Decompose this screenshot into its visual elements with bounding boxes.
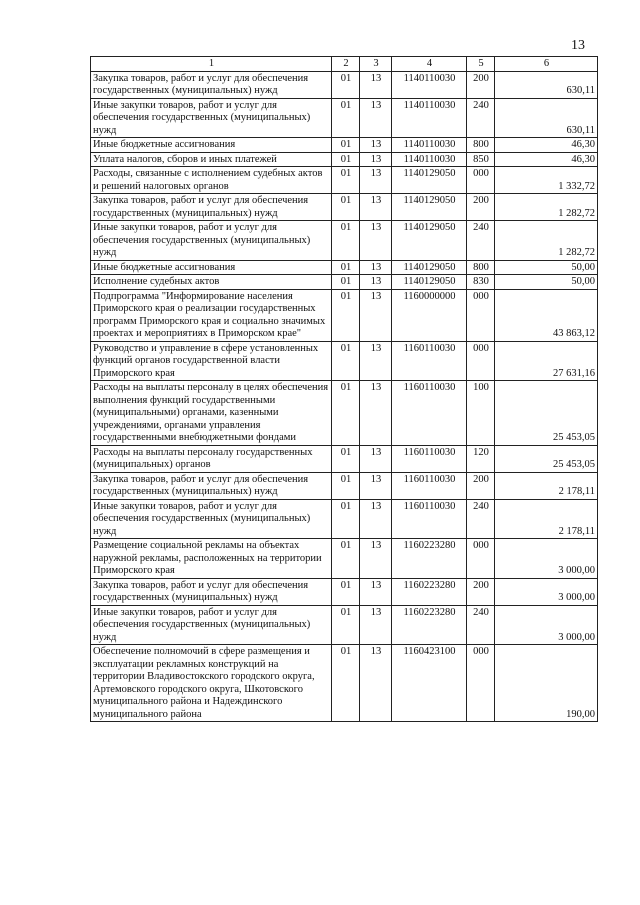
target-article-cell: 1140129050 bbox=[392, 167, 467, 194]
target-article-cell: 1140129050 bbox=[392, 194, 467, 221]
amount-cell: 50,00 bbox=[495, 275, 598, 290]
section-code-cell: 01 bbox=[332, 260, 360, 275]
section-code-cell: 01 bbox=[332, 472, 360, 499]
row-name-cell: Подпрограмма "Информирование населения Приморского края о реализации государственных программ Приморского края и социально значимых проектах и мероприятиях в Приморском крае" bbox=[91, 289, 332, 341]
target-article-cell: 1160110030 bbox=[392, 445, 467, 472]
column-header: 2 bbox=[332, 57, 360, 72]
amount-cell: 3 000,00 bbox=[495, 605, 598, 645]
section-code-cell: 01 bbox=[332, 275, 360, 290]
expense-type-cell: 830 bbox=[467, 275, 495, 290]
subsection-code-cell: 13 bbox=[360, 645, 392, 722]
row-name-cell: Иные закупки товаров, работ и услуг для обеспечения государственных (муниципальных) нужд bbox=[91, 98, 332, 138]
amount-cell: 46,30 bbox=[495, 138, 598, 153]
expense-type-cell: 200 bbox=[467, 194, 495, 221]
row-name-cell: Расходы на выплаты персоналу государственных (муниципальных) органов bbox=[91, 445, 332, 472]
subsection-code-cell: 13 bbox=[360, 167, 392, 194]
subsection-code-cell: 13 bbox=[360, 578, 392, 605]
expense-type-cell: 240 bbox=[467, 98, 495, 138]
subsection-code-cell: 13 bbox=[360, 499, 392, 539]
subsection-code-cell: 13 bbox=[360, 71, 392, 98]
target-article-cell: 1160110030 bbox=[392, 472, 467, 499]
subsection-code-cell: 13 bbox=[360, 605, 392, 645]
amount-cell: 46,30 bbox=[495, 152, 598, 167]
expense-type-cell: 000 bbox=[467, 167, 495, 194]
row-name-cell: Иные закупки товаров, работ и услуг для обеспечения государственных (муниципальных) нужд bbox=[91, 605, 332, 645]
subsection-code-cell: 13 bbox=[360, 275, 392, 290]
amount-cell: 43 863,12 bbox=[495, 289, 598, 341]
target-article-cell: 1160223280 bbox=[392, 605, 467, 645]
column-header: 5 bbox=[467, 57, 495, 72]
target-article-cell: 1160223280 bbox=[392, 578, 467, 605]
row-name-cell: Закупка товаров, работ и услуг для обеспечения государственных (муниципальных) нужд bbox=[91, 194, 332, 221]
table-row bbox=[91, 472, 598, 499]
target-article-cell: 1160423100 bbox=[392, 645, 467, 722]
column-header: 4 bbox=[392, 57, 467, 72]
page-number: 13 bbox=[571, 38, 585, 53]
row-name-cell: Размещение социальной рекламы на объектах наружной рекламы, расположенных на территории Приморского края bbox=[91, 539, 332, 579]
table-row bbox=[91, 578, 598, 605]
target-article-cell: 1160000000 bbox=[392, 289, 467, 341]
expense-type-cell: 000 bbox=[467, 341, 495, 381]
row-name-cell: Иные бюджетные ассигнования bbox=[91, 260, 332, 275]
subsection-code-cell: 13 bbox=[360, 289, 392, 341]
section-code-cell: 01 bbox=[332, 138, 360, 153]
target-article-cell: 1140110030 bbox=[392, 71, 467, 98]
subsection-code-cell: 13 bbox=[360, 472, 392, 499]
amount-cell: 630,11 bbox=[495, 98, 598, 138]
section-code-cell: 01 bbox=[332, 645, 360, 722]
target-article-cell: 1140129050 bbox=[392, 275, 467, 290]
expense-type-cell: 000 bbox=[467, 645, 495, 722]
section-code-cell: 01 bbox=[332, 98, 360, 138]
expense-type-cell: 200 bbox=[467, 578, 495, 605]
expense-type-cell: 200 bbox=[467, 71, 495, 98]
table-row bbox=[91, 341, 598, 381]
target-article-cell: 1160223280 bbox=[392, 539, 467, 579]
target-article-cell: 1160110030 bbox=[392, 341, 467, 381]
row-name-cell: Иные закупки товаров, работ и услуг для обеспечения государственных (муниципальных) нужд bbox=[91, 221, 332, 261]
table-row bbox=[91, 260, 598, 275]
subsection-code-cell: 13 bbox=[360, 341, 392, 381]
table-row bbox=[91, 98, 598, 138]
subsection-code-cell: 13 bbox=[360, 98, 392, 138]
amount-cell: 1 282,72 bbox=[495, 194, 598, 221]
amount-cell: 2 178,11 bbox=[495, 472, 598, 499]
target-article-cell: 1160110030 bbox=[392, 381, 467, 446]
table-row bbox=[91, 499, 598, 539]
column-header: 3 bbox=[360, 57, 392, 72]
row-name-cell: Уплата налогов, сборов и иных платежей bbox=[91, 152, 332, 167]
subsection-code-cell: 13 bbox=[360, 152, 392, 167]
row-name-cell: Закупка товаров, работ и услуг для обеспечения государственных (муниципальных) нужд bbox=[91, 578, 332, 605]
row-name-cell: Расходы на выплаты персоналу в целях обеспечения выполнения функций государственными (муниципальными) органами, казенными учреждениями, органами управления государственными внебюджетными фондами bbox=[91, 381, 332, 446]
section-code-cell: 01 bbox=[332, 499, 360, 539]
expense-type-cell: 100 bbox=[467, 381, 495, 446]
subsection-code-cell: 13 bbox=[360, 539, 392, 579]
table-row bbox=[91, 289, 598, 341]
expense-type-cell: 850 bbox=[467, 152, 495, 167]
subsection-code-cell: 13 bbox=[360, 221, 392, 261]
column-header: 6 bbox=[495, 57, 598, 72]
table-row bbox=[91, 221, 598, 261]
table-row bbox=[91, 605, 598, 645]
expense-type-cell: 240 bbox=[467, 605, 495, 645]
target-article-cell: 1140110030 bbox=[392, 138, 467, 153]
amount-cell: 3 000,00 bbox=[495, 578, 598, 605]
amount-cell: 3 000,00 bbox=[495, 539, 598, 579]
subsection-code-cell: 13 bbox=[360, 138, 392, 153]
table-row bbox=[91, 275, 598, 290]
section-code-cell: 01 bbox=[332, 539, 360, 579]
row-name-cell: Исполнение судебных актов bbox=[91, 275, 332, 290]
header-row bbox=[91, 57, 598, 72]
section-code-cell: 01 bbox=[332, 341, 360, 381]
table-row bbox=[91, 539, 598, 579]
amount-cell: 2 178,11 bbox=[495, 499, 598, 539]
expense-type-cell: 240 bbox=[467, 221, 495, 261]
column-header: 1 bbox=[91, 57, 332, 72]
table-row bbox=[91, 167, 598, 194]
table-row bbox=[91, 194, 598, 221]
amount-cell: 630,11 bbox=[495, 71, 598, 98]
table-row bbox=[91, 152, 598, 167]
subsection-code-cell: 13 bbox=[360, 260, 392, 275]
expense-type-cell: 800 bbox=[467, 260, 495, 275]
amount-cell: 1 332,72 bbox=[495, 167, 598, 194]
section-code-cell: 01 bbox=[332, 194, 360, 221]
table-row bbox=[91, 381, 598, 446]
budget-table bbox=[90, 56, 598, 722]
section-code-cell: 01 bbox=[332, 152, 360, 167]
expense-type-cell: 240 bbox=[467, 499, 495, 539]
section-code-cell: 01 bbox=[332, 221, 360, 261]
row-name-cell: Закупка товаров, работ и услуг для обеспечения государственных (муниципальных) нужд bbox=[91, 71, 332, 98]
section-code-cell: 01 bbox=[332, 605, 360, 645]
target-article-cell: 1140129050 bbox=[392, 221, 467, 261]
row-name-cell: Закупка товаров, работ и услуг для обеспечения государственных (муниципальных) нужд bbox=[91, 472, 332, 499]
subsection-code-cell: 13 bbox=[360, 445, 392, 472]
table-row bbox=[91, 445, 598, 472]
amount-cell: 1 282,72 bbox=[495, 221, 598, 261]
section-code-cell: 01 bbox=[332, 167, 360, 194]
expense-type-cell: 000 bbox=[467, 539, 495, 579]
subsection-code-cell: 13 bbox=[360, 194, 392, 221]
amount-cell: 190,00 bbox=[495, 645, 598, 722]
expense-type-cell: 800 bbox=[467, 138, 495, 153]
section-code-cell: 01 bbox=[332, 71, 360, 98]
amount-cell: 27 631,16 bbox=[495, 341, 598, 381]
target-article-cell: 1160110030 bbox=[392, 499, 467, 539]
expense-type-cell: 000 bbox=[467, 289, 495, 341]
target-article-cell: 1140110030 bbox=[392, 98, 467, 138]
expense-type-cell: 120 bbox=[467, 445, 495, 472]
row-name-cell: Иные закупки товаров, работ и услуг для обеспечения государственных (муниципальных) нужд bbox=[91, 499, 332, 539]
section-code-cell: 01 bbox=[332, 289, 360, 341]
table-row bbox=[91, 71, 598, 98]
expense-type-cell: 200 bbox=[467, 472, 495, 499]
section-code-cell: 01 bbox=[332, 445, 360, 472]
table-row bbox=[91, 138, 598, 153]
subsection-code-cell: 13 bbox=[360, 381, 392, 446]
table-row bbox=[91, 645, 598, 722]
section-code-cell: 01 bbox=[332, 578, 360, 605]
row-name-cell: Обеспечение полномочий в сфере размещения и эксплуатации рекламных конструкций на территории Владивостокского городского округа, Артемовского городского округа, Шкотовского муниципального района и Надеждинского муниципального района bbox=[91, 645, 332, 722]
section-code-cell: 01 bbox=[332, 381, 360, 446]
row-name-cell: Расходы, связанные с исполнением судебных актов и решений налоговых органов bbox=[91, 167, 332, 194]
target-article-cell: 1140110030 bbox=[392, 152, 467, 167]
amount-cell: 25 453,05 bbox=[495, 381, 598, 446]
target-article-cell: 1140129050 bbox=[392, 260, 467, 275]
amount-cell: 25 453,05 bbox=[495, 445, 598, 472]
row-name-cell: Иные бюджетные ассигнования bbox=[91, 138, 332, 153]
amount-cell: 50,00 bbox=[495, 260, 598, 275]
row-name-cell: Руководство и управление в сфере установленных функций органов государственной власти Приморского края bbox=[91, 341, 332, 381]
